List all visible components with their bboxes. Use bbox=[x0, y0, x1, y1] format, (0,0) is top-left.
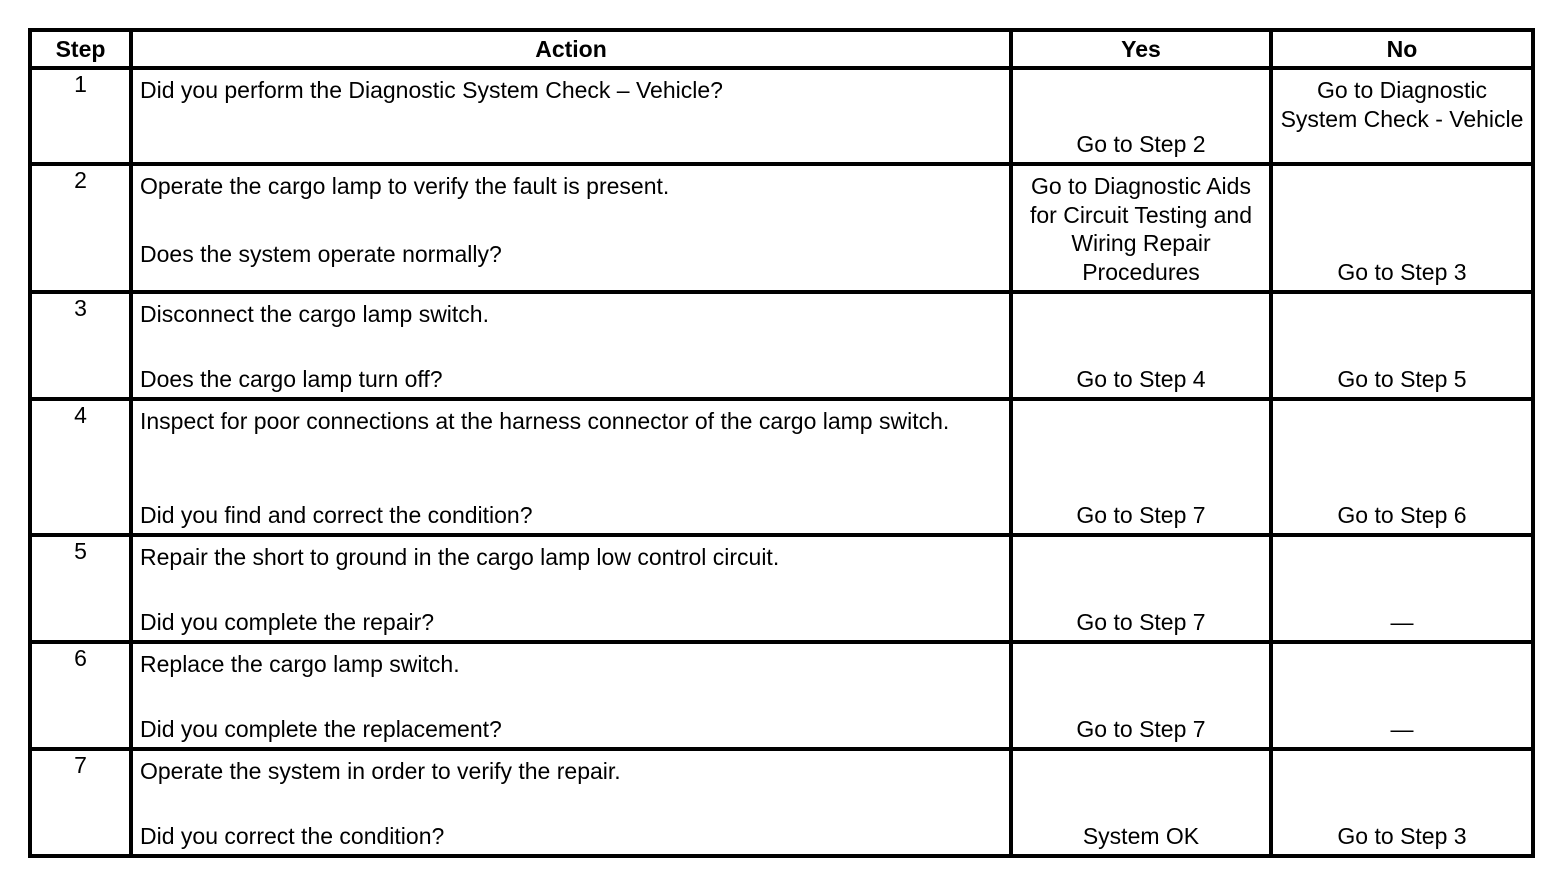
header-yes: Yes bbox=[1011, 30, 1271, 68]
yes-result: System OK bbox=[1082, 822, 1200, 849]
action-instruction: Did you perform the Diagnostic System Check – Vehicle? bbox=[140, 77, 723, 103]
step-number: 7 bbox=[30, 749, 131, 856]
action-instruction: Operate the system in order to verify the repair. bbox=[140, 758, 621, 784]
yes-cell bbox=[1011, 399, 1271, 535]
header-no: No bbox=[1271, 30, 1533, 68]
yes-cell bbox=[1011, 68, 1271, 164]
action-question: Does the cargo lamp turn off? bbox=[140, 365, 443, 392]
action-instruction: Replace the cargo lamp switch. bbox=[140, 651, 460, 677]
header-step: Step bbox=[30, 30, 131, 68]
step-number: 2 bbox=[30, 164, 131, 292]
action-cell bbox=[131, 164, 1011, 292]
action-question: Did you correct the condition? bbox=[140, 822, 445, 849]
action-question: Does the system operate normally? bbox=[140, 240, 502, 267]
step-number: 1 bbox=[30, 68, 131, 164]
yes-cell bbox=[1011, 292, 1271, 399]
action-cell bbox=[131, 292, 1011, 399]
yes-result: Go to Step 2 bbox=[1076, 130, 1206, 157]
no-cell bbox=[1271, 642, 1533, 749]
action-question: Did you find and correct the condition? bbox=[140, 501, 533, 528]
yes-result: Go to Step 7 bbox=[1076, 715, 1206, 742]
table-row bbox=[30, 68, 1533, 164]
no-result: Go to Diagnostic System Check - Vehicle bbox=[1280, 77, 1524, 132]
no-cell bbox=[1271, 292, 1533, 399]
no-result: Go to Step 3 bbox=[1337, 822, 1467, 849]
no-cell bbox=[1271, 535, 1533, 642]
step-number: 4 bbox=[30, 399, 131, 535]
diagnostic-table bbox=[28, 28, 1535, 858]
step-number: 5 bbox=[30, 535, 131, 642]
yes-result: Go to Diagnostic Aids for Circuit Testing and Wiring Repair Procedures bbox=[1029, 173, 1252, 285]
action-question: Did you complete the replacement? bbox=[140, 715, 502, 742]
action-cell bbox=[131, 68, 1011, 164]
table-row bbox=[30, 292, 1533, 399]
no-result: Go to Step 6 bbox=[1337, 501, 1467, 528]
action-instruction: Disconnect the cargo lamp switch. bbox=[140, 301, 489, 327]
yes-cell bbox=[1011, 749, 1271, 856]
action-instruction: Operate the cargo lamp to verify the fault is present. bbox=[140, 173, 670, 199]
no-result: Go to Step 3 bbox=[1337, 258, 1467, 285]
yes-result: Go to Step 7 bbox=[1076, 501, 1206, 528]
table-header-row bbox=[30, 30, 1533, 68]
table-row bbox=[30, 642, 1533, 749]
action-instruction: Inspect for poor connections at the harness connector of the cargo lamp switch. bbox=[140, 408, 950, 434]
table-row bbox=[30, 399, 1533, 535]
action-cell bbox=[131, 642, 1011, 749]
action-cell bbox=[131, 749, 1011, 856]
no-cell bbox=[1271, 749, 1533, 856]
table-row bbox=[30, 535, 1533, 642]
yes-result: Go to Step 4 bbox=[1076, 365, 1206, 392]
no-cell bbox=[1271, 68, 1533, 164]
yes-cell bbox=[1011, 164, 1271, 292]
no-result: — bbox=[1390, 608, 1414, 635]
yes-result: Go to Step 7 bbox=[1076, 608, 1206, 635]
action-cell bbox=[131, 399, 1011, 535]
no-cell bbox=[1271, 399, 1533, 535]
no-result: Go to Step 5 bbox=[1337, 365, 1467, 392]
header-action: Action bbox=[131, 30, 1011, 68]
yes-cell bbox=[1011, 535, 1271, 642]
no-result: — bbox=[1390, 715, 1414, 742]
action-cell bbox=[131, 535, 1011, 642]
yes-cell bbox=[1011, 642, 1271, 749]
table-row bbox=[30, 749, 1533, 856]
action-question: Did you complete the repair? bbox=[140, 608, 435, 635]
action-instruction: Repair the short to ground in the cargo lamp low control circuit. bbox=[140, 544, 780, 570]
no-cell bbox=[1271, 164, 1533, 292]
step-number: 3 bbox=[30, 292, 131, 399]
table-row bbox=[30, 164, 1533, 292]
step-number: 6 bbox=[30, 642, 131, 749]
